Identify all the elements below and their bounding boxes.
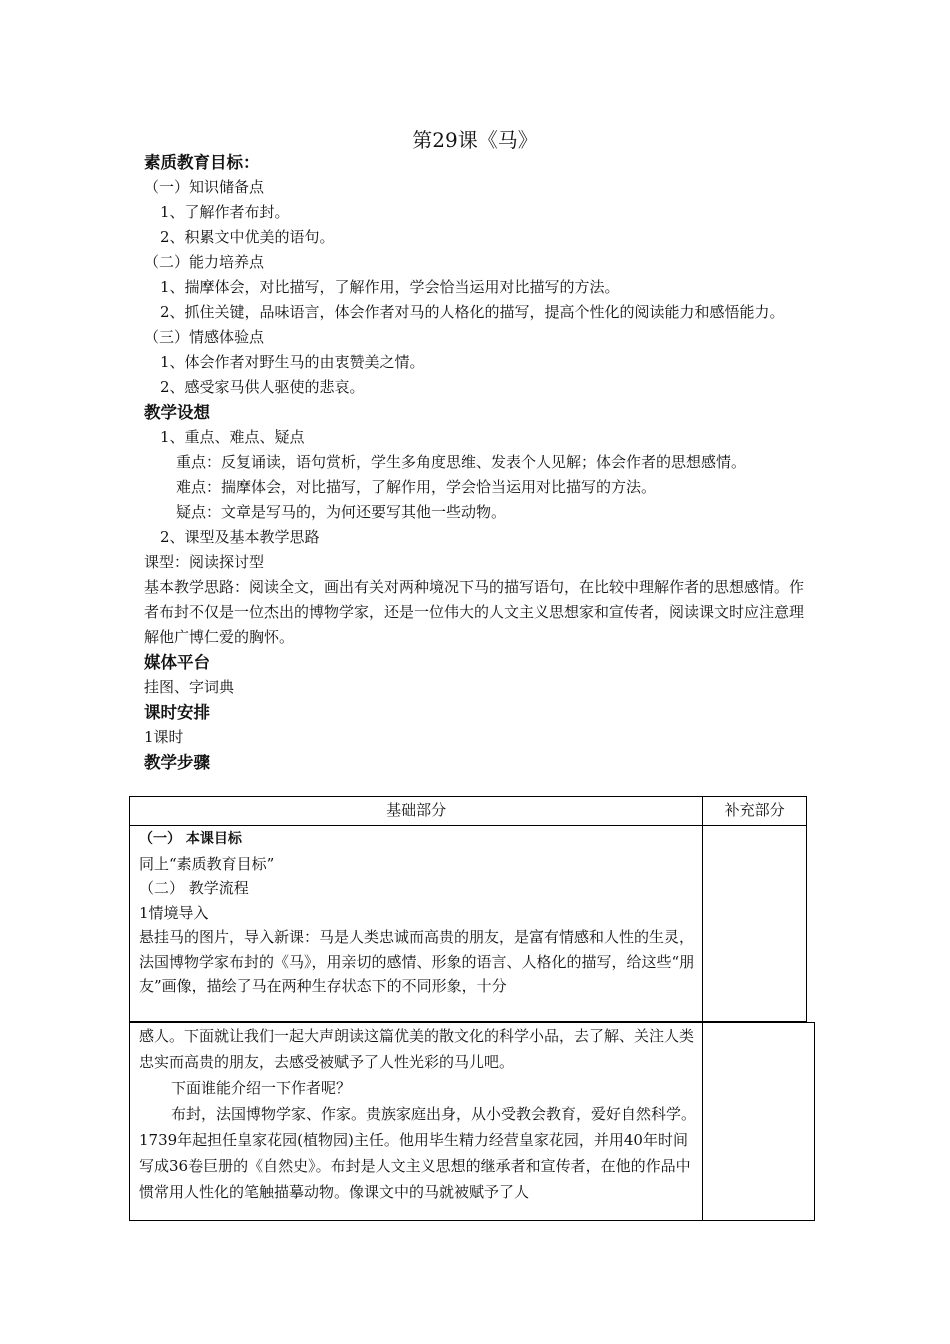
main-cell [130, 826, 703, 1022]
section-heading-media: 媒体平台 [144, 653, 210, 672]
design-item: 重点：反复诵读，语句赏析，学生多角度思维、发表个人见解；体会作者的思想感情。 [176, 453, 747, 471]
goal-item: （三）情感体验点 [144, 328, 265, 346]
design-item: 1、重点、难点、疑点 [160, 428, 305, 446]
goal-item: 1、体会作者对野生马的由衷赞美之情。 [160, 353, 425, 371]
steps-table-part1 [129, 796, 807, 1022]
section-heading-goals: 素质教育目标： [144, 153, 260, 172]
cell-line: 同上“素质教育目标” [139, 854, 275, 873]
column-header-main: 基础部分 [130, 797, 703, 826]
extra-cell [703, 826, 807, 1022]
cell-line: 感人。下面就让我们一起大声朗读这篇优美的散文化的科学小品，去了解、关注人类忠实而高贵的朋友，去感受被赋予了人性光彩的马儿吧。 [139, 1027, 695, 1071]
cell-line: 1情境导入 [139, 903, 209, 922]
design-item: 2、课型及基本教学思路 [160, 528, 320, 546]
design-item: 基本教学思路：阅读全文，画出有关对两种境况下马的描写语句，在比较中理解作者的思想感情。作者布封不仅是一位杰出的博物学家，还是一位伟大的人文主义思想家和宣传者，阅读课文时应注意理解他广博仁爱的胸怀。 [144, 578, 805, 646]
column-header-extra: 补充部分 [703, 797, 807, 826]
cell-line: 悬挂马的图片，导入新课：马是人类忠诚而高贵的朋友，是富有情感和人性的生灵，法国博物学家布封的《马》，用亲切的感情、形象的语言、人格化的描写，给这些“朋友”画像，描绘了马在两种生存状态下的不同形象，十分 [139, 928, 695, 995]
cell-line: （二） 教学流程 [139, 879, 249, 897]
media-text: 挂图、字词典 [144, 678, 235, 696]
goal-item: （二）能力培养点 [144, 253, 265, 271]
section-heading-schedule: 课时安排 [144, 703, 210, 722]
goal-item: （一）知识储备点 [144, 178, 265, 196]
steps-table-part2 [129, 1022, 815, 1221]
design-item: 课型：阅读探讨型 [144, 553, 265, 571]
section-heading-steps: 教学步骤 [144, 753, 210, 772]
section-heading-design: 教学设想 [144, 403, 210, 422]
goal-item: 2、积累文中优美的语句。 [160, 228, 335, 246]
cell-line: （一） 本课目标 [139, 831, 242, 847]
lesson-plan-body [144, 150, 812, 775]
main-cell [130, 1023, 703, 1221]
design-item: 疑点：文章是写马的，为何还要写其他一些动物。 [176, 503, 507, 521]
design-item: 难点：揣摩体会，对比描写，了解作用，学会恰当运用对比描写的方法。 [176, 478, 657, 496]
goal-item: 2、抓住关键，品味语言，体会作者对马的人格化的描写，提高个性化的阅读能力和感悟能力。 [160, 303, 785, 321]
goal-item: 2、感受家马供人驱使的悲哀。 [160, 378, 365, 396]
cell-line: 下面谁能介绍一下作者呢？ [171, 1079, 352, 1097]
extra-cell [703, 1023, 815, 1221]
schedule-text: 1课时 [144, 728, 184, 746]
goal-item: 1、揣摩体会，对比描写，了解作用，学会恰当运用对比描写的方法。 [160, 278, 620, 296]
page-title: 第29课《马》 [412, 128, 538, 152]
cell-line: 布封，法国博物学家、作家。贵族家庭出身，从小受教会教育，爱好自然科学。1739年起担任皇家花园(植物园)主任。他用毕生精力经营皇家花园，并用40年时间写成36卷巨册的《自然史》。布封是人文主义思想的继承者和宣传者，在他的作品中惯常用人性化的笔触描摹动物。像课文中的马就被赋予了人 [139, 1105, 697, 1201]
goal-item: 1、了解作者布封。 [160, 203, 290, 221]
